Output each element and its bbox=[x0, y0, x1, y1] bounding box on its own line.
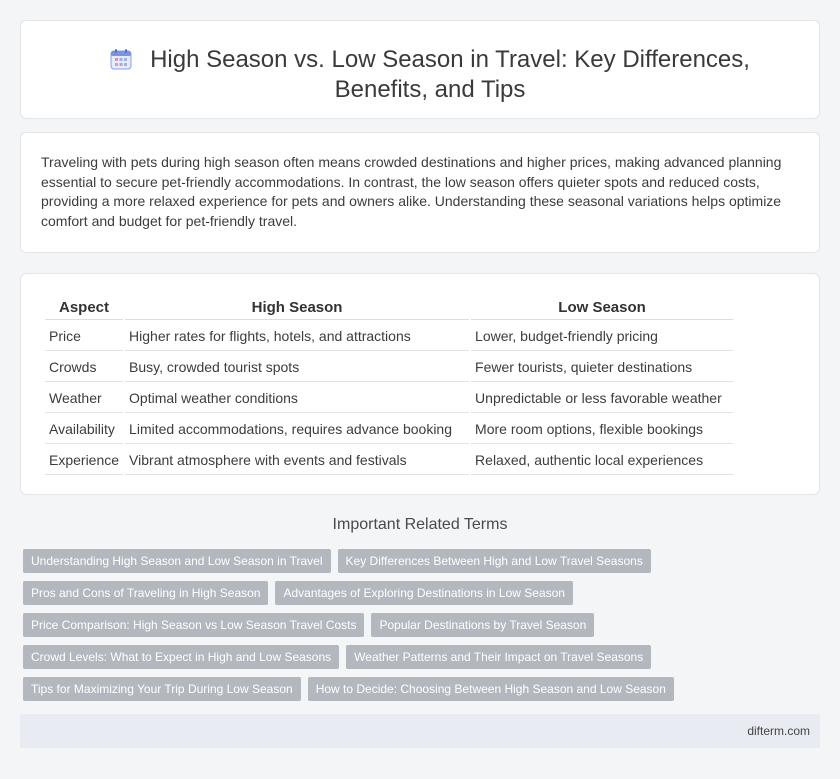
comparison-table bbox=[43, 294, 735, 477]
title-card bbox=[20, 20, 820, 119]
header-aspect: Aspect bbox=[45, 296, 123, 320]
cell-low: Unpredictable or less favorable weather bbox=[471, 384, 733, 413]
related-term-link[interactable]: How to Decide: Choosing Between High Season and Low Season bbox=[308, 677, 674, 701]
related-term-link[interactable]: Weather Patterns and Their Impact on Travel Seasons bbox=[346, 645, 651, 669]
related-term-link[interactable]: Pros and Cons of Traveling in High Season bbox=[23, 581, 268, 605]
header-high-season: High Season bbox=[125, 296, 469, 320]
cell-high: Limited accommodations, requires advance booking bbox=[125, 415, 469, 444]
related-term-link[interactable]: Advantages of Exploring Destinations in Low Season bbox=[275, 581, 573, 605]
table-row bbox=[45, 353, 733, 382]
cell-high: Higher rates for flights, hotels, and attractions bbox=[125, 322, 469, 351]
intro-paragraph: Traveling with pets during high season often means crowded destinations and higher prices, making advanced planning essential to secure pet-friendly accommodations. In contrast, the low season offers quieter spots and reduced costs, providing a more relaxed experience for pets and owners alike. Understanding these seasonal variations helps optimize comfort and budget for pet-friendly travel. bbox=[41, 154, 782, 229]
related-terms-row bbox=[23, 549, 651, 573]
related-term-link[interactable]: Tips for Maximizing Your Trip During Low Season bbox=[23, 677, 301, 701]
related-terms-heading: Important Related Terms bbox=[332, 516, 508, 533]
footer-bar bbox=[20, 714, 820, 748]
cell-aspect: Experience bbox=[45, 446, 123, 475]
calendar-icon bbox=[110, 48, 132, 70]
site-link[interactable]: difterm.com bbox=[747, 724, 810, 738]
related-term-link[interactable]: Popular Destinations by Travel Season bbox=[371, 613, 594, 637]
table-header-row bbox=[45, 296, 733, 320]
table-row bbox=[45, 384, 733, 413]
related-term-link[interactable]: Price Comparison: High Season vs Low Season Travel Costs bbox=[23, 613, 364, 637]
related-terms-row bbox=[23, 581, 573, 605]
cell-aspect: Availability bbox=[45, 415, 123, 444]
cell-low: Lower, budget-friendly pricing bbox=[471, 322, 733, 351]
cell-high: Optimal weather conditions bbox=[125, 384, 469, 413]
table-row bbox=[45, 322, 733, 351]
table-row bbox=[45, 415, 733, 444]
related-term-link[interactable]: Understanding High Season and Low Season in Travel bbox=[23, 549, 331, 573]
related-terms-row bbox=[23, 645, 651, 669]
cell-low: More room options, flexible bookings bbox=[471, 415, 733, 444]
cell-low: Fewer tourists, quieter destinations bbox=[471, 353, 733, 382]
cell-high: Vibrant atmosphere with events and festivals bbox=[125, 446, 469, 475]
related-term-link[interactable]: Crowd Levels: What to Expect in High and Low Seasons bbox=[23, 645, 339, 669]
header-low-season: Low Season bbox=[471, 296, 733, 320]
related-terms-row bbox=[23, 677, 674, 701]
cell-low: Relaxed, authentic local experiences bbox=[471, 446, 733, 475]
cell-aspect: Crowds bbox=[45, 353, 123, 382]
related-term-link[interactable]: Key Differences Between High and Low Travel Seasons bbox=[338, 549, 651, 573]
page-title: High Season vs. Low Season in Travel: Key Differences, Benefits, and Tips bbox=[150, 46, 750, 103]
cell-aspect: Weather bbox=[45, 384, 123, 413]
cell-aspect: Price bbox=[45, 322, 123, 351]
intro-card bbox=[20, 132, 820, 253]
table-row bbox=[45, 446, 733, 475]
comparison-card bbox=[20, 273, 820, 495]
cell-high: Busy, crowded tourist spots bbox=[125, 353, 469, 382]
title-wrap bbox=[61, 45, 799, 105]
related-terms-row bbox=[23, 613, 594, 637]
